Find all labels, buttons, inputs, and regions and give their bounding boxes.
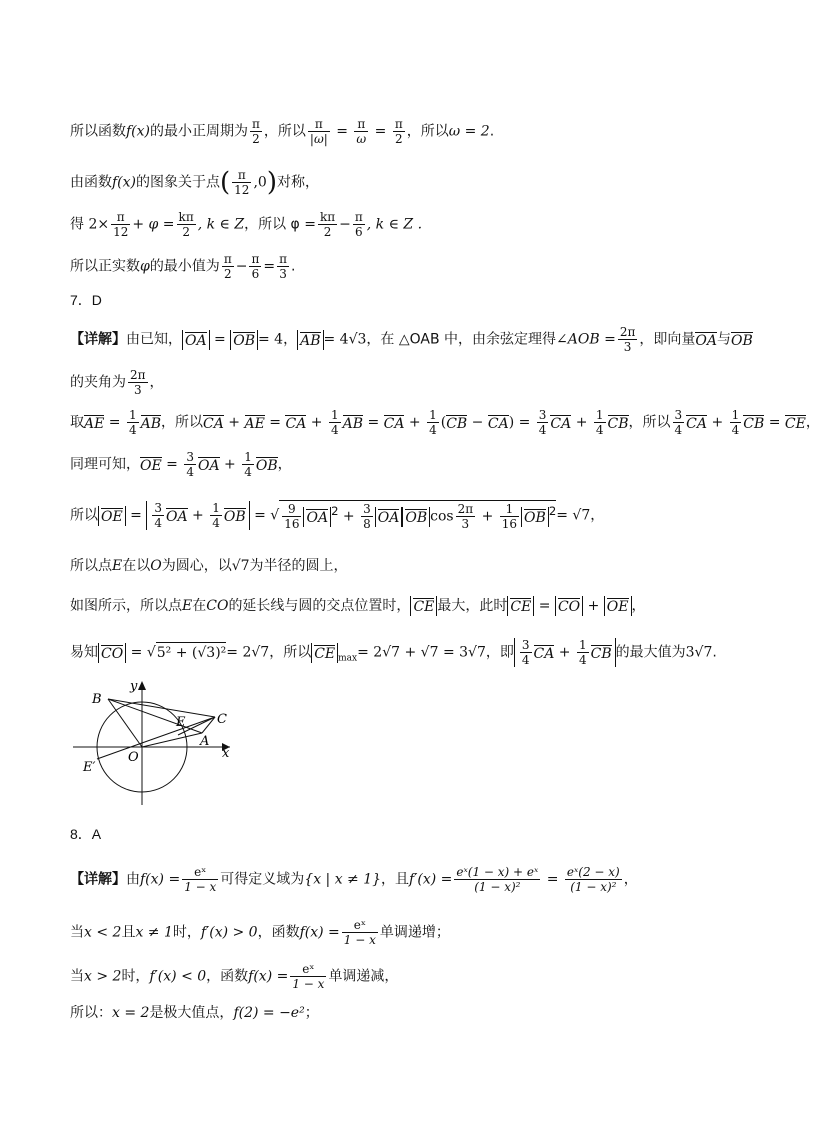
label-E-prime: E′ [83, 760, 96, 775]
fraction: $\frac{\pi}{12}$ [234, 168, 250, 197]
text: 的图象关于点 [136, 174, 221, 191]
text: 的最小值为 [149, 258, 220, 275]
geometry-figure [70, 675, 250, 810]
text: ，所以 [628, 414, 671, 431]
text: ，所以 [406, 123, 449, 140]
text: 的最小正周期为 [150, 123, 249, 140]
text: 由函数 [70, 174, 112, 191]
text: ，所以 φ = [244, 216, 316, 233]
fraction: $\frac{\pi}{\omega}$ [356, 117, 367, 146]
label-O: O [128, 750, 139, 765]
line-6 [70, 368, 164, 397]
question-7-answer: 7．D [70, 292, 102, 308]
line-8: 同理可知，OE = $\frac{3}{4}$ OA + $\frac{1}{4}$ OB， [70, 450, 292, 479]
fraction: $\frac{2\pi}{3}$ [130, 368, 146, 397]
fraction: $\frac{2\pi}{3}$ [619, 325, 636, 354]
text: 所以函数 [70, 123, 126, 140]
text: 由已知， [126, 331, 182, 348]
label-A: A [200, 734, 210, 749]
label-C: C [217, 712, 227, 727]
line-5: 【详解】由已知， OA = OB = 4， AB = 4√3，在 △OAB 中，由余弦定理得∠AOB = $\frac{2\pi}{3}$ ，即向量OA与OB [70, 325, 753, 354]
fraction: $\frac{\pi}{2}$ [223, 252, 232, 281]
line-4: 所以正实数φ的最小值为 $\frac{\pi}{2}$ − $\frac{\pi}{6}$ = $\frac{\pi}{3}$ . [70, 252, 296, 281]
segment-OB [108, 699, 142, 747]
line-15: 当x > 2时，f′(x) < 0，函数f(x) = $\frac{\text{eˣ}}{1 - x}$ 单调递减， [70, 962, 399, 991]
line-7: 取AE = $\frac{1}{4}$ AB，所以CA + AE = CA + $\frac{1}{4}$ AB = CA + $\frac{1}{4}$ (CB − CA) = $\frac{3}{4}$ CA + $\frac{1}{4}$ CB，所以 $\frac{3}{4}$ CA + $\frac{1}{4}$ CB = CE， [70, 408, 820, 437]
text: 所以正实数 [70, 258, 140, 275]
line-3: 得 2× $\frac{\pi}{12}$ + φ = $\frac{k\pi}{2}$ , k ∈ Z，所以 φ = $\frac{k\pi}{2}$ − $\frac{\pi}{6}$ , k ∈ Z . [70, 210, 423, 239]
text: ，即向量 [639, 331, 696, 348]
line-9: 所以 OE = $\frac{3}{4}$ OA + $\frac{1}{4}$ OB = √ $\frac{9}{16}$ OA $^2$ + $\frac{3}{8}$ OA OB cos $\frac{2\pi}{3}$ + $\frac{1}{16}$ OB $^2$= √7， [70, 501, 605, 532]
text: ，所以 [161, 414, 204, 431]
text: 同理可知， [70, 456, 140, 473]
fraction: $\frac{\pi}{3}$ [279, 252, 287, 281]
text: 所以 [70, 507, 98, 524]
math: f(x) [126, 123, 151, 140]
math: , k ∈ Z . [366, 216, 423, 233]
math: f(x) [112, 174, 137, 191]
fraction: $\frac{\pi}{6}$ [354, 210, 363, 239]
text: ， [149, 374, 164, 391]
line-1: 所以函数f(x)的最小正周期为 $\frac{\pi}{2}$ ，所以 $\frac{\pi}{|\omega|}$ = $\frac{\pi}{\omega}$ = $\frac{\pi}{2}$ ，所以ω = 2. [70, 117, 495, 146]
text: 的夹角为 [70, 374, 126, 391]
detail-tag: 【详解】 [70, 331, 126, 348]
question-8-answer: 8．A [70, 826, 102, 842]
detail-tag: 【详解】 [70, 871, 126, 888]
math: 得 2× [70, 216, 110, 233]
line-11: 如图所示，所以点E在CO的延长线与圆的交点位置时， CE 最大，此时 CE = CO + OE ， [70, 598, 646, 615]
fraction: $\frac{\pi}{|\omega|}$ [309, 117, 328, 146]
fraction: $\frac{\pi}{2}$ [252, 117, 260, 146]
text: 取 [70, 414, 84, 431]
line-13: 【详解】由f(x) = $\frac{\text{eˣ}}{1 - x}$ 可得定义域为{x | x ≠ 1}，且f′(x) = $\frac{\text{eˣ(1 − x) + eˣ}}{\text{(1 − x)²}}$ = $\frac{\text{eˣ(2 − x)}}{\text{(1 − x)²}}$ ， [70, 865, 638, 894]
fraction: $\frac{\pi}{12}$ [113, 210, 129, 239]
math: , k ∈ Z [197, 216, 245, 233]
line-2: 由函数f(x)的图象关于点( $\frac{\pi}{12}$ ,0)对称， [70, 167, 319, 198]
label-B: B [92, 692, 102, 707]
label-x: x [222, 746, 230, 761]
line-12: 易知 CO = √5² + (√3)²= 2√7，所以 CE $_{max}$= 2√7 + √7 = 3√7，即 $\frac{3}{4}$ CA + $\frac{1}{4}$ CB 的最大值为3√7. [70, 638, 717, 667]
line-14: 当x < 2且x ≠ 1时，f′(x) > 0，函数f(x) = $\frac{\text{eˣ}}{1 - x}$ 单调递增； [70, 918, 450, 947]
text: 与 [716, 331, 731, 348]
label-E: E [176, 715, 186, 730]
y-axis-arrow [138, 681, 146, 690]
text: 对称， [276, 174, 319, 191]
label-y: y [130, 679, 138, 694]
math: ω = 2 [448, 123, 490, 140]
fraction: $\frac{\pi}{2}$ [394, 117, 403, 146]
line-10: 所以点E在以O为圆心，以√7为半径的圆上， [70, 558, 348, 574]
text: ，所以 [263, 123, 306, 140]
fraction: $\frac{k\pi}{2}$ [178, 210, 194, 239]
text: ，在 △OAB 中，由余弦定理得 [366, 331, 557, 348]
segment-CE-prime [97, 717, 215, 759]
math: + φ = [132, 216, 175, 233]
fraction: $\frac{\pi}{6}$ [251, 252, 260, 281]
line-16: 所以：x = 2是极大值点，f(2) = −e²； [70, 1005, 319, 1021]
math: φ [140, 258, 150, 275]
segment-BC [108, 699, 215, 717]
fraction: $\frac{k\pi}{2}$ [319, 210, 336, 239]
